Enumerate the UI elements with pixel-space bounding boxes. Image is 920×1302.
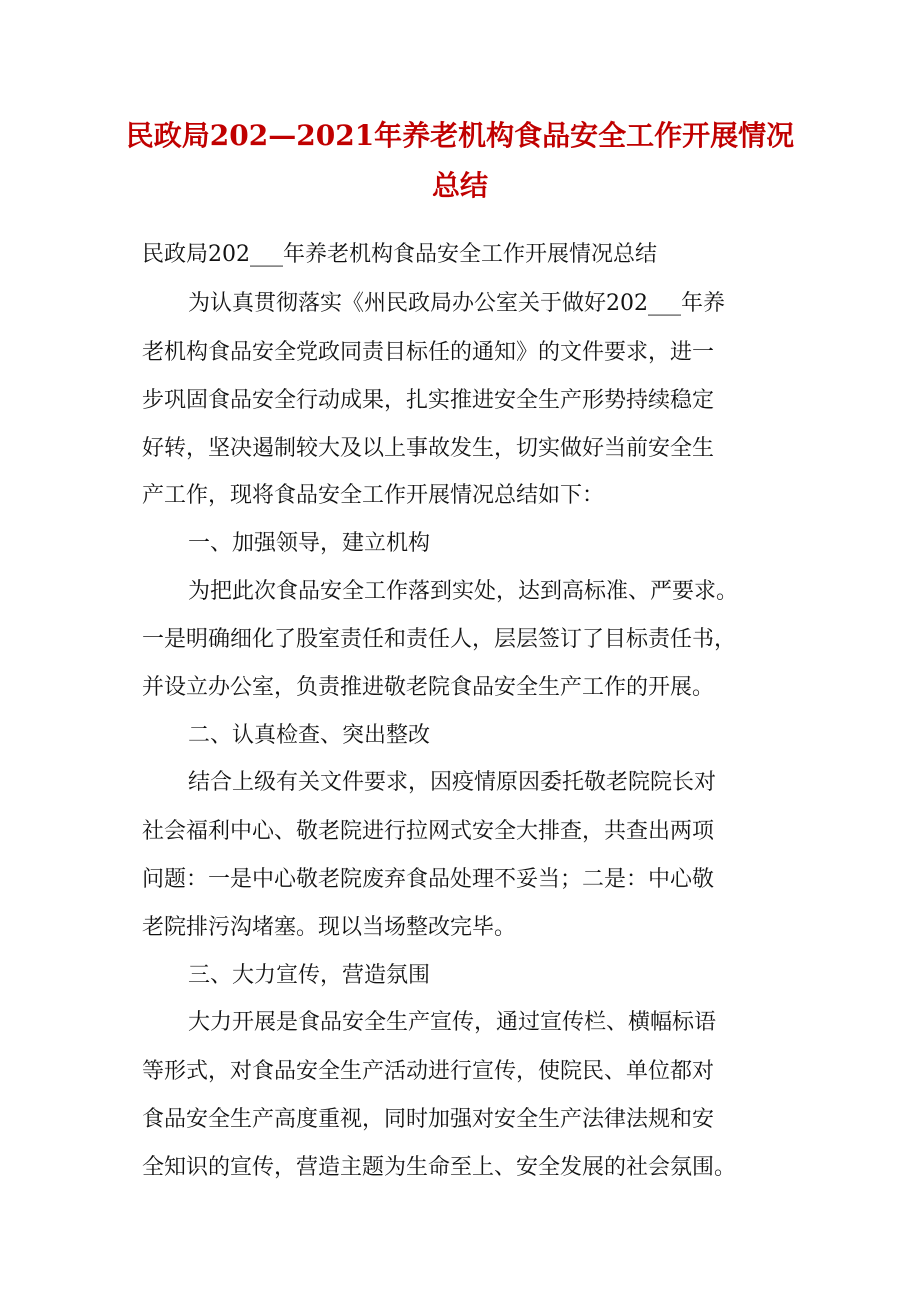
paragraph-line: 问题：一是中心敬老院废弃食品处理不妥当；二是：中心敬: [142, 867, 715, 892]
paragraph-line: 一是明确细化了股室责任和责任人，层层签订了目标责任书，: [142, 627, 737, 652]
section-heading-3: 三、大力宣传，营造氛围: [188, 963, 431, 988]
section-heading-2: 二、认真检查、突出整改: [188, 723, 431, 748]
paragraph-line: 并设立办公室，负责推进敬老院食品安全生产工作的开展。: [142, 675, 715, 700]
paragraph-line: 为把此次食品安全工作落到实处，达到高标准、严要求。: [188, 579, 739, 604]
paragraph-line: 步巩固食品安全行动成果，扎实推进安全生产形势持续稳定: [142, 388, 715, 413]
paragraph-line: 为认真贯彻落实《州民政局办公室关于做好202___年养: [188, 291, 725, 316]
paragraph-line: 老院排污沟堵塞。现以当场整改完毕。: [142, 915, 517, 940]
paragraph-line: 产工作，现将食品安全工作开展情况总结如下：: [142, 483, 605, 508]
paragraph-line: 全知识的宣传，营造主题为生命至上、安全发展的社会氛围。: [142, 1155, 737, 1180]
section-heading-1: 一、加强领导，建立机构: [188, 531, 431, 556]
document-title-line-2: 总结: [431, 169, 488, 202]
paragraph-line: 等形式，对食品安全生产活动进行宣传，使院民、单位都对: [142, 1059, 715, 1084]
paragraph-line: 大力开展是食品安全生产宣传，通过宣传栏、横幅标语: [188, 1010, 717, 1035]
paragraph-line: 社会福利中心、敬老院进行拉网式安全大排查，共查出两项: [142, 819, 715, 844]
paragraph-line: 老机构食品安全党政同责目标任的通知》的文件要求，进一: [142, 340, 715, 365]
paragraph-line: 好转，坚决遏制较大及以上事故发生，切实做好当前安全生: [142, 436, 715, 461]
paragraph-line: 结合上级有关文件要求，因疫情原因委托敬老院院长对: [188, 770, 717, 795]
paragraph-line: 食品安全生产高度重视，同时加强对安全生产法律法规和安: [142, 1107, 715, 1132]
document-title-line-1: 民政局202—2021年养老机构食品安全工作开展情况: [125, 119, 795, 152]
document-subtitle: 民政局202___年养老机构食品安全工作开展情况总结: [142, 242, 657, 267]
